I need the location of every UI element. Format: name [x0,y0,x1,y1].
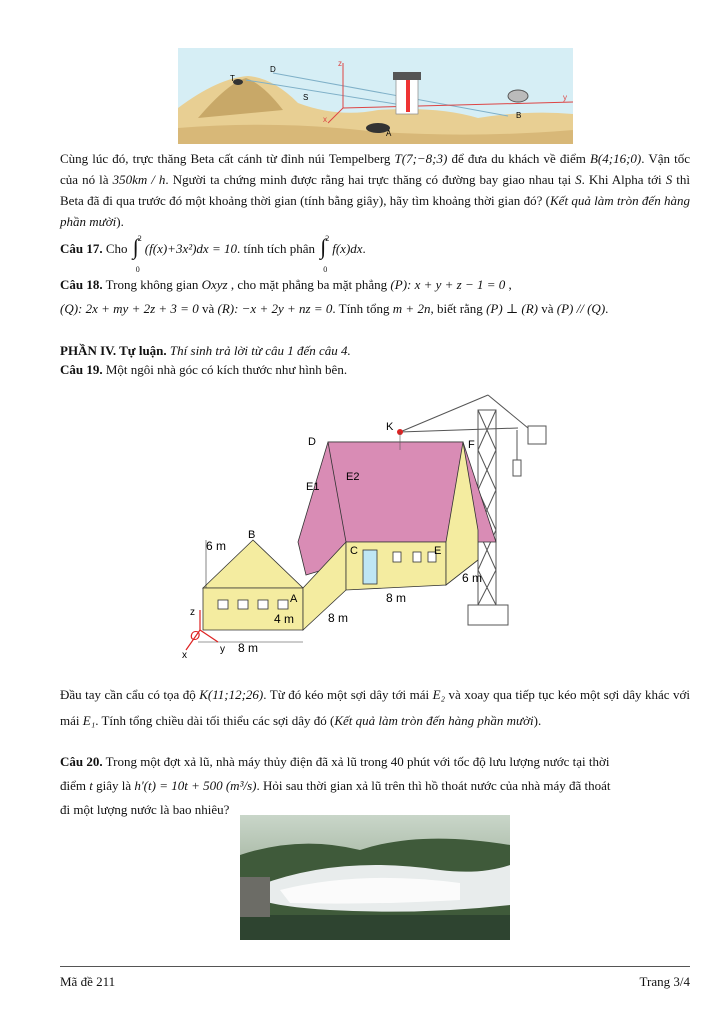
label-D: D [270,65,276,74]
svg-text:8 m: 8 m [328,611,349,625]
intro-paragraph: Cùng lúc đó, trực thăng Beta cất cánh từ đỉnh núi Tempelberg T(7;−8;3) để đưa du khách về điểm B(4;16;0). Vận tốc của nó là 350km / h. Người ta chứng minh được rằng hai trực thăng có đường bay giao nhau tại S. Khi Alpha tới S thì Beta đã đi qua trước đó một khoảng thời gian (tính bằng giây), hãy tìm khoảng thời gian đó? (Kết quả làm tròn đến hàng phần mười). [60,151,690,229]
svg-text:D: D [308,436,316,448]
question-19-body: Đầu tay cần cẩu có tọa độ K(11;12;26). Từ đó kéo một sợi dây tới mái E₂ và xoay qua tiếp tục kéo một sợi dây khác với mái E₁. Tính tổng chiều dài tối thiểu các sợi dây đó (Kết quả làm tròn đến hàng phần mười). [60,687,690,728]
svg-text:8 m: 8 m [386,591,407,605]
label-y: y [563,93,567,102]
svg-text:x: x [182,650,187,660]
y-axis [200,630,218,642]
svg-text:O: O [190,628,201,643]
svg-text:z: z [190,607,195,618]
label-A: A [386,129,392,138]
svg-text:6 m: 6 m [206,539,227,553]
part-4-heading: PHẦN IV. Tự luận. Thí sinh trả lời từ câu 1 đến câu 4. [60,343,351,358]
label-x: x [323,115,327,124]
question-20: Câu 20. Trong một đợt xả lũ, nhà máy thủy điện đã xả lũ trong 40 phút với tốc độ lưu lượng nước tại thời điểm t giây là h'(t) = 10t + 500 (m³/s). Hỏi sau thời gian xả lũ trên thì hồ thoát nước của nhà máy đã thoát đi một lượng nước là bao nhiêu? [60,754,611,817]
question-18: Câu 18. Trong không gian Oxyz , cho mặt phẳng ba mặt phẳng (P): x + y + z − 1 = 0 , (Q): 2x + my + 2z + 3 = 0 và (R): −x + 2y + nz = 0. Tính tổng m + 2n, biết rằng (P) ⊥ (R) và (P) // (Q). [60,277,609,316]
label-z: z [338,59,342,68]
exam-code: Mã đề 211 [60,974,116,989]
house-crane-figure [178,390,553,660]
label-S: S [303,93,309,102]
right-wall [346,542,446,590]
svg-text:E: E [434,545,442,557]
svg-text:6 m: 6 m [462,571,483,585]
label-T: T [230,74,235,83]
svg-text:C: C [350,545,358,557]
svg-text:A: A [290,593,298,605]
integral-sign: 2 ∫ 0 [132,234,142,275]
integral-sign: 2 ∫ 0 [320,234,330,275]
svg-text:4 m: 4 m [274,612,295,626]
door [363,550,377,584]
svg-text:y: y [220,644,225,655]
svg-text:F: F [468,439,475,451]
svg-text:E2: E2 [346,471,360,483]
radar-dish [508,90,528,102]
question-19: Câu 19. Một ngôi nhà góc có kích thước như hình bên. [60,362,348,377]
helicopter-illustration [178,48,573,144]
svg-text:K: K [386,421,394,433]
dam-photo [240,815,510,940]
question-17: Câu 17. Cho 2 ∫ 0 (f(x)+3x²)dx = 10. tính tích phân 2 ∫ 0 f(x)dx. [60,234,366,275]
svg-text:8 m: 8 m [238,641,259,655]
page-number: Trang 3/4 [639,974,690,989]
label-B: B [516,111,522,120]
svg-text:B: B [248,529,256,541]
page-footer [60,966,690,990]
svg-text:E1: E1 [306,481,320,493]
